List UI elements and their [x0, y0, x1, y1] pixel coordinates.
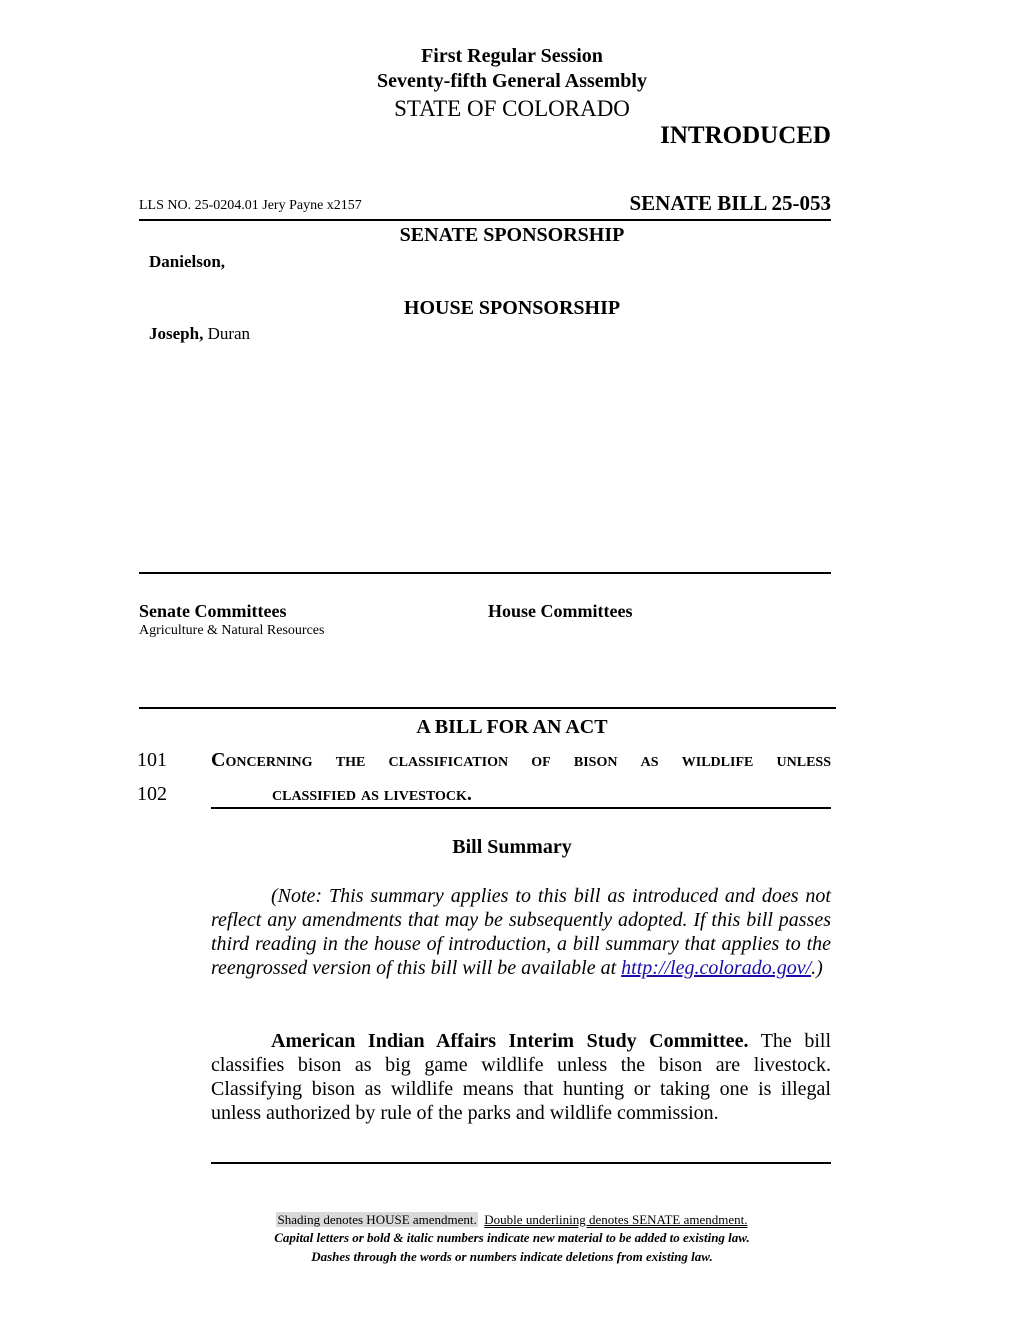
summary-body [211, 1029, 831, 1125]
senate-sponsors: Danielson, [149, 252, 226, 271]
committee-divider-bottom [139, 707, 836, 709]
session-title: First Regular Session [421, 45, 603, 67]
summary-text: The bill classifies bison as big game wildlife unless the bison are livestock. Classifying bison as wildlife means that hunting or taking one is illegal unless authorized by rule of the parks and wildlife commission. [211, 1030, 832, 1124]
bill-title-line: Concerning the classification of bison as wildlife unless [211, 749, 831, 771]
house-committees-title: House Committees [488, 601, 633, 621]
senate-sponsorship-title: SENATE SPONSORSHIP [399, 224, 625, 246]
amendment-legend [0, 1212, 1024, 1228]
senate-committees-title: Senate Committees [139, 601, 287, 621]
summary-divider [211, 1162, 831, 1164]
dashes-legend: Dashes through the words or numbers indicate deletions from existing law. [311, 1249, 713, 1264]
house-cosponsors: Duran [203, 324, 251, 343]
title-divider [211, 807, 831, 809]
leg-website-link[interactable]: http://leg.colorado.gov/ [621, 957, 812, 979]
act-heading: A BILL FOR AN ACT [416, 716, 608, 738]
header-divider [139, 219, 831, 221]
line-number: 101 [137, 749, 167, 771]
bill-status: INTRODUCED [660, 122, 831, 149]
lls-number: LLS NO. 25-0204.01 Jery Payne x2157 [139, 198, 362, 213]
house-lead-sponsor: Joseph, [149, 324, 204, 343]
house-sponsorship-title: HOUSE SPONSORSHIP [403, 297, 621, 319]
assembly-title: Seventy-fifth General Assembly [377, 70, 647, 92]
house-sponsors [149, 324, 250, 344]
bill-number: SENATE BILL 25-053 [629, 191, 831, 215]
senate-committee-item: Agriculture & Natural Resources [139, 623, 325, 638]
committee-divider-top [139, 572, 831, 574]
bill-title-line: classified as livestock. [272, 783, 472, 805]
line-number: 102 [137, 783, 167, 805]
house-amendment-legend: Shading denotes HOUSE amendment. [277, 1212, 477, 1227]
state-title: STATE OF COLORADO [394, 96, 630, 121]
note-end: .) [811, 957, 823, 979]
summary-note [211, 884, 831, 980]
committee-name: American Indian Affairs Interim Study Committee. [271, 1030, 749, 1052]
capitals-legend: Capital letters or bold & italic numbers indicate new material to be added to existing law. [274, 1230, 750, 1245]
note-text: (Note: This summary applies to this bill as introduced and does not reflect any amendments that may be subsequently adopted. If this bill passes third reading in the house of introduction, a bill summary that applies to the reengrossed version of this bill will be available at [211, 885, 831, 979]
senate-amendment-legend: Double underlining denotes SENATE amendment. [484, 1212, 748, 1227]
summary-title: Bill Summary [452, 836, 572, 858]
